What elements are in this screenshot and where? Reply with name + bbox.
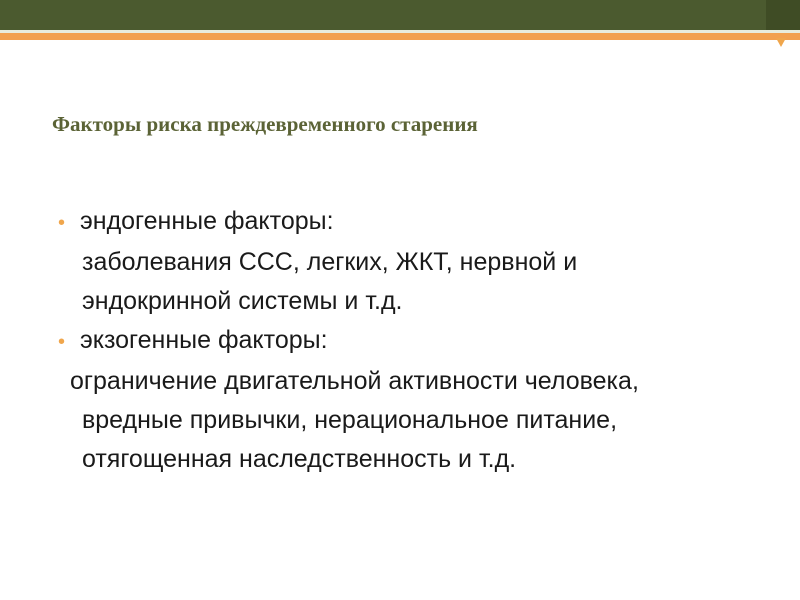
exogenous-description [70,362,758,479]
accent-band [0,33,800,40]
bullet-label-exogenous: экзогенные факторы: [80,326,328,354]
slide-title: Факторы риска преждевременного старения [52,112,478,136]
endogenous-line-1: заболевания ССС, легких, ЖКТ, нервной и [82,248,578,276]
exogenous-line-2: вредные привычки, нерациональное питание, [82,406,618,434]
bullet-item-exogenous [58,321,758,362]
endogenous-line-2: эндокринной системы и т.д. [82,287,403,315]
slide-content [58,202,758,479]
bullet-icon: • [58,331,66,353]
header-bar [0,0,800,30]
endogenous-description [82,243,758,321]
header-corner-block [766,0,800,30]
exogenous-line-1: ограничение двигательной активности человека, [70,367,639,395]
exogenous-line-3: отягощенная наследственность и т.д. [82,445,517,473]
bullet-item-endogenous [58,202,758,243]
bullet-label-endogenous: эндогенные факторы: [80,207,334,235]
triangle-marker-icon [776,38,786,47]
bullet-icon: • [58,212,66,234]
